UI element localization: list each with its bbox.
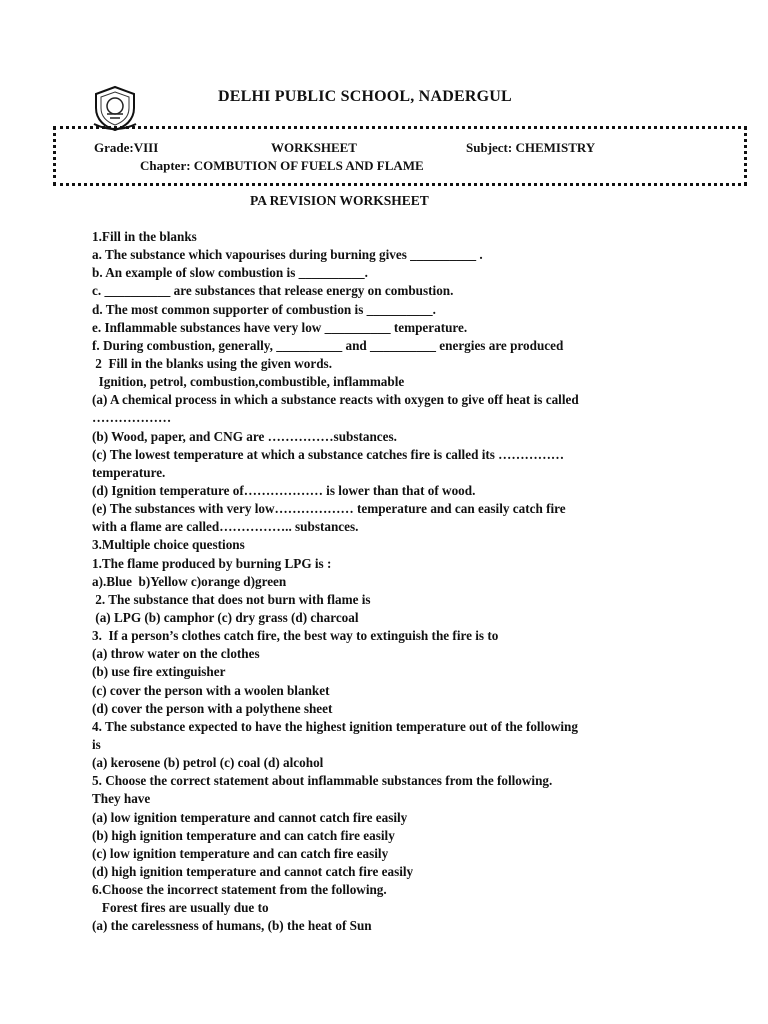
text-line: 1.Fill in the blanks <box>92 229 197 244</box>
worksheet-body <box>92 228 672 935</box>
text-line: c. __________ are substances that release energy on combustion. <box>92 283 454 299</box>
text-line: (a) LPG (b) camphor (c) dry grass (d) charcoal <box>92 609 359 625</box>
text-line: Ignition, petrol, combustion,combustible, inflammable <box>92 374 405 390</box>
text-line: Forest fires are usually due to <box>92 900 269 916</box>
text-line: 2. The substance that does not burn with flame is <box>92 591 371 607</box>
text-line: 6.Choose the incorrect statement from the following. <box>92 882 387 898</box>
text-line: (a) the carelessness of humans, (b) the heat of Sun <box>92 918 372 934</box>
text-line: d. The most common supporter of combustion is __________. <box>92 301 436 317</box>
text-line: (a) low ignition temperature and cannot catch fire easily <box>92 809 408 825</box>
text-line: f. During combustion, generally, __________ and __________ energies are produced <box>92 337 564 353</box>
text-line: (b) Wood, paper, and CNG are ……………substances. <box>92 428 397 444</box>
text-line: (d) Ignition temperature of……………… is lower than that of wood. <box>92 482 476 498</box>
text-line: 5. Choose the correct statement about inflammable substances from the following. <box>92 773 553 789</box>
subject-label: Subject: CHEMISTRY <box>466 140 596 155</box>
text-line: (e) The substances with very low……………… temperature and can easily catch fire <box>92 501 566 517</box>
text-line: (a) kerosene (b) petrol (c) coal (d) alcohol <box>92 755 324 771</box>
worksheet-label: WORKSHEET <box>271 140 357 155</box>
text-line: (c) cover the person with a woolen blanket <box>92 682 330 698</box>
text-line: with a flame are called…………….. substances. <box>92 519 359 535</box>
text-line: a. The substance which vapourises during burning gives __________ . <box>92 247 483 263</box>
text-line: temperature. <box>92 464 166 480</box>
text-line: e. Inflammable substances have very low __________ temperature. <box>92 319 468 335</box>
text-line: 1.The flame produced by burning LPG is : <box>92 555 332 571</box>
text-line: b. An example of slow combustion is __________. <box>92 265 368 281</box>
text-line: (a) throw water on the clothes <box>92 646 260 662</box>
text-line: 2 Fill in the blanks using the given words. <box>92 355 332 371</box>
text-line: They have <box>92 791 151 807</box>
text-line: a).Blue b)Yellow c)orange d)green <box>92 573 287 589</box>
grade-label: Grade:VIII <box>94 140 159 155</box>
school-logo <box>90 84 140 132</box>
text-line: (a) A chemical process in which a substance reacts with oxygen to give off heat is called <box>92 392 579 408</box>
text-line: (c) The lowest temperature at which a substance catches fire is called its …………… <box>92 446 565 462</box>
text-line: 3.Multiple choice questions <box>92 537 245 553</box>
text-line: 4. The substance expected to have the highest ignition temperature out of the following <box>92 718 578 734</box>
text-line: 3. If a person’s clothes catch fire, the best way to extinguish the fire is to <box>92 628 499 644</box>
text-line: (b) high ignition temperature and can catch fire easily <box>92 827 395 843</box>
text-line: (b) use fire extinguisher <box>92 664 226 680</box>
chapter-label: Chapter: COMBUTION OF FUELS AND FLAME <box>140 158 424 173</box>
text-line: (c) low ignition temperature and can catch fire easily <box>92 845 389 861</box>
text-line: (d) cover the person with a polythene sheet <box>92 700 333 716</box>
text-line: (d) high ignition temperature and cannot catch fire easily <box>92 863 414 879</box>
text-line: is <box>92 736 101 752</box>
school-name: DELHI PUBLIC SCHOOL, NADERGUL <box>218 88 512 105</box>
worksheet-title: PA REVISION WORKSHEET <box>250 193 429 208</box>
header-box <box>53 126 747 186</box>
text-line: ……………… <box>92 410 172 426</box>
